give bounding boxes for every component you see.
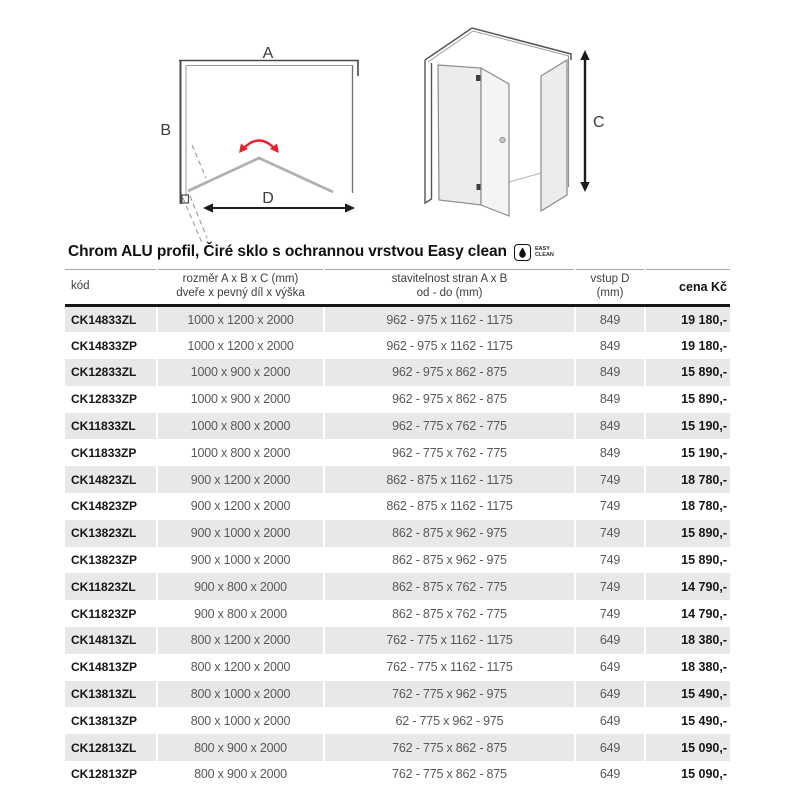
- cell-vstup: 649: [575, 761, 645, 788]
- dim-label-a: A: [262, 45, 274, 62]
- column-header-stavitelnost-line2: od - do (mm): [416, 287, 483, 299]
- cell-rozmer: 900 x 800 x 2000: [157, 573, 324, 600]
- cell-stavitelnost: 62 - 775 x 962 - 975: [324, 707, 575, 734]
- table-row: [65, 439, 730, 466]
- cell-rozmer: 1000 x 800 x 2000: [157, 413, 324, 440]
- cell-vstup: 849: [575, 306, 645, 333]
- dim-label-c: C: [593, 114, 605, 131]
- cell-vstup: 649: [575, 681, 645, 708]
- cell-vstup: 749: [575, 520, 645, 547]
- dim-c-arrowhead-top: [580, 50, 589, 60]
- cell-stavitelnost: 762 - 775 x 1162 - 1175: [324, 627, 575, 654]
- cell-cena: 15 090,-: [645, 761, 730, 788]
- cell-cena: 19 180,-: [645, 332, 730, 359]
- table-row: [65, 386, 730, 413]
- cell-stavitelnost: 862 - 875 x 1162 - 1175: [324, 466, 575, 493]
- column-header-rozmer-line1: rozměr A x B x C (mm): [182, 273, 299, 286]
- cell-kod: CK14833ZL: [71, 312, 137, 327]
- column-header-cena: [645, 270, 730, 306]
- cell-rozmer: 900 x 1200 x 2000: [157, 466, 324, 493]
- table-row: [65, 573, 730, 600]
- cell-kod: CK14823ZP: [71, 499, 138, 514]
- table-body: [65, 306, 730, 788]
- cell-kod: CK14823ZL: [71, 472, 137, 487]
- page-title: Chrom ALU profil, Čiré sklo s ochrannou vrstvou Easy clean: [68, 243, 507, 260]
- cell-cena: 15 890,-: [645, 547, 730, 574]
- column-header-cena-label: cena Kč: [679, 279, 727, 294]
- perspective-diagram: [405, 15, 660, 237]
- door-knob-icon: [500, 137, 505, 142]
- cell-rozmer: 800 x 900 x 2000: [157, 761, 324, 788]
- cell-kod: CK13813ZP: [71, 713, 138, 728]
- cell-kod: CK12833ZL: [71, 365, 137, 380]
- cell-kod: CK14813ZP: [71, 660, 138, 675]
- cell-stavitelnost: 762 - 775 x 1162 - 1175: [324, 654, 575, 681]
- cell-vstup: 749: [575, 547, 645, 574]
- cell-rozmer: 900 x 1000 x 2000: [157, 547, 324, 574]
- column-header-stavitelnost: [324, 270, 575, 306]
- dim-label-d: D: [262, 190, 274, 207]
- cell-cena: 18 380,-: [645, 654, 730, 681]
- column-header-kod-label: kód: [71, 280, 90, 293]
- cell-stavitelnost: 962 - 975 x 862 - 875: [324, 386, 575, 413]
- dim-c-arrowhead-bottom: [580, 182, 589, 192]
- cell-rozmer: 800 x 900 x 2000: [157, 734, 324, 761]
- cell-stavitelnost: 962 - 775 x 762 - 775: [324, 439, 575, 466]
- table-row: [65, 520, 730, 547]
- cell-vstup: 749: [575, 573, 645, 600]
- table-row: [65, 654, 730, 681]
- table-row: [65, 466, 730, 493]
- plan-door-ghost-upper: [192, 145, 206, 178]
- cell-stavitelnost: 962 - 975 x 1162 - 1175: [324, 306, 575, 333]
- cell-cena: 15 490,-: [645, 681, 730, 708]
- plan-folding-door: [188, 158, 333, 192]
- title-row: [68, 243, 554, 261]
- column-header-rozmer: [157, 270, 324, 306]
- cell-kod: CK14813ZL: [71, 633, 137, 648]
- cell-vstup: 749: [575, 466, 645, 493]
- cell-stavitelnost: 862 - 875 x 962 - 975: [324, 520, 575, 547]
- dim-label-b: B: [160, 122, 171, 139]
- cell-vstup: 849: [575, 413, 645, 440]
- cell-stavitelnost: 862 - 875 x 1162 - 1175: [324, 493, 575, 520]
- cell-vstup: 749: [575, 600, 645, 627]
- plan-door-ghost-lower-1: [183, 198, 202, 243]
- easy-clean-label-line2: CLEAN: [534, 252, 554, 258]
- cell-vstup: 749: [575, 493, 645, 520]
- cell-cena: 15 490,-: [645, 707, 730, 734]
- dim-d-arrowhead-left: [203, 203, 213, 212]
- cell-rozmer: 800 x 1000 x 2000: [157, 707, 324, 734]
- dim-d-arrowhead-right: [345, 203, 355, 212]
- plan-view-diagram: [100, 20, 400, 248]
- cell-kod: CK12813ZP: [71, 767, 138, 782]
- cell-rozmer: 1000 x 900 x 2000: [157, 386, 324, 413]
- cell-cena: 15 190,-: [645, 413, 730, 440]
- cell-kod: CK14833ZP: [71, 338, 138, 353]
- cell-cena: 19 180,-: [645, 306, 730, 333]
- cell-cena: 15 890,-: [645, 359, 730, 386]
- cell-cena: 14 790,-: [645, 600, 730, 627]
- cell-stavitelnost: 762 - 775 x 962 - 975: [324, 681, 575, 708]
- cell-rozmer: 800 x 1200 x 2000: [157, 627, 324, 654]
- cell-cena: 18 380,-: [645, 627, 730, 654]
- cell-cena: 15 090,-: [645, 734, 730, 761]
- column-header-rozmer-line2: dveře x pevný díl x výška: [176, 287, 305, 299]
- cell-rozmer: 900 x 1200 x 2000: [157, 493, 324, 520]
- table-row: [65, 627, 730, 654]
- cell-rozmer: 900 x 800 x 2000: [157, 600, 324, 627]
- cell-stavitelnost: 962 - 975 x 862 - 875: [324, 359, 575, 386]
- cell-vstup: 649: [575, 707, 645, 734]
- table-row: [65, 707, 730, 734]
- table-row: [65, 761, 730, 788]
- cell-rozmer: 900 x 1000 x 2000: [157, 520, 324, 547]
- table-row: [65, 600, 730, 627]
- cell-cena: 15 190,-: [645, 439, 730, 466]
- cell-kod: CK13823ZL: [71, 526, 137, 541]
- cell-rozmer: 1000 x 1200 x 2000: [157, 306, 324, 333]
- cell-vstup: 849: [575, 439, 645, 466]
- cell-stavitelnost: 862 - 875 x 762 - 775: [324, 600, 575, 627]
- table-header-row: [65, 270, 730, 306]
- cell-kod: CK13813ZL: [71, 687, 137, 702]
- cell-vstup: 849: [575, 359, 645, 386]
- table-row: [65, 547, 730, 574]
- cell-stavitelnost: 962 - 775 x 762 - 775: [324, 413, 575, 440]
- persp-wall-top-outer: [425, 28, 571, 60]
- cell-cena: 14 790,-: [645, 573, 730, 600]
- cell-kod: CK11833ZP: [71, 445, 137, 460]
- cell-stavitelnost: 962 - 975 x 1162 - 1175: [324, 332, 575, 359]
- table-row: [65, 332, 730, 359]
- cell-cena: 18 780,-: [645, 493, 730, 520]
- cell-rozmer: 1000 x 800 x 2000: [157, 439, 324, 466]
- easy-clean-label-line1: EASY: [534, 245, 550, 252]
- droplet-icon: [518, 247, 527, 258]
- cell-stavitelnost: 762 - 775 x 862 - 875: [324, 761, 575, 788]
- cell-kod: CK12813ZL: [71, 740, 137, 755]
- plan-door-ghost-lower-2: [190, 196, 207, 238]
- column-header-vstup-line1: vstup D: [590, 273, 630, 286]
- column-header-stavitelnost-line1: stavitelnost stran A x B: [391, 273, 508, 286]
- cell-vstup: 649: [575, 734, 645, 761]
- cell-rozmer: 1000 x 900 x 2000: [157, 359, 324, 386]
- column-header-vstup-line2: (mm): [596, 287, 624, 299]
- cell-kod: CK11823ZL: [71, 579, 136, 594]
- cell-stavitelnost: 762 - 775 x 862 - 875: [324, 734, 575, 761]
- table-row: [65, 306, 730, 333]
- cell-vstup: 849: [575, 386, 645, 413]
- easy-clean-badge: [514, 244, 531, 261]
- price-table-wrap: [65, 269, 730, 788]
- table-row: [65, 734, 730, 761]
- cell-stavitelnost: 862 - 875 x 962 - 975: [324, 547, 575, 574]
- persp-fixed-door-panel: [438, 65, 481, 205]
- persp-right-panel: [541, 60, 567, 211]
- cell-cena: 15 890,-: [645, 520, 730, 547]
- cell-kod: CK11833ZL: [71, 419, 136, 434]
- cell-vstup: 849: [575, 332, 645, 359]
- cell-kod: CK11823ZP: [71, 606, 137, 621]
- cell-vstup: 649: [575, 654, 645, 681]
- price-table: [65, 269, 730, 788]
- cell-rozmer: 800 x 1200 x 2000: [157, 654, 324, 681]
- cell-stavitelnost: 862 - 875 x 762 - 775: [324, 573, 575, 600]
- cell-kod: CK12833ZP: [71, 392, 138, 407]
- table-row: [65, 413, 730, 440]
- column-header-kod: [65, 270, 157, 306]
- table-row: [65, 681, 730, 708]
- cell-vstup: 649: [575, 627, 645, 654]
- cell-cena: 18 780,-: [645, 466, 730, 493]
- table-row: [65, 493, 730, 520]
- table-row: [65, 359, 730, 386]
- door-swing-arrow: [243, 141, 275, 150]
- cell-cena: 15 890,-: [645, 386, 730, 413]
- cell-rozmer: 800 x 1000 x 2000: [157, 681, 324, 708]
- easy-clean-label: [535, 246, 554, 258]
- cell-kod: CK13823ZP: [71, 553, 138, 568]
- persp-floor-edge: [509, 173, 541, 182]
- cell-rozmer: 1000 x 1200 x 2000: [157, 332, 324, 359]
- plan-top-wall-outer: [179, 61, 358, 77]
- column-header-vstup: [575, 270, 645, 306]
- persp-left-wall: [425, 60, 432, 203]
